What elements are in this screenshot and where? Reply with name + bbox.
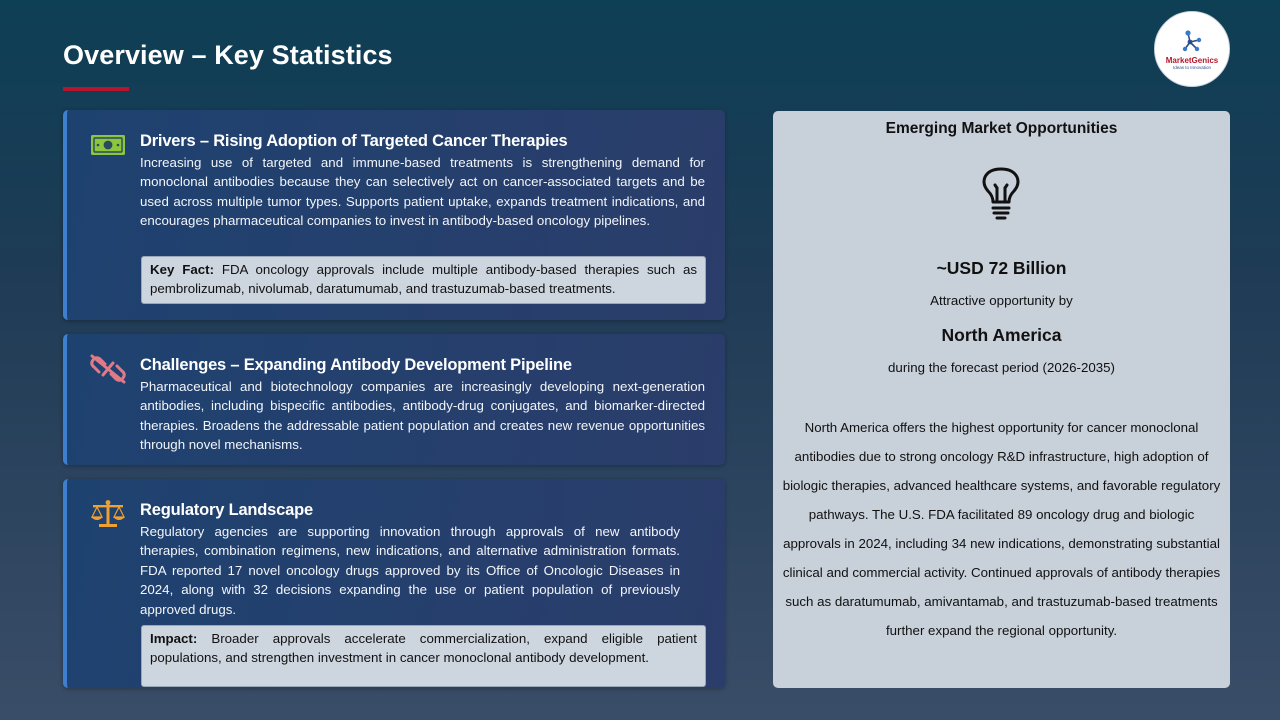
region-description: North America offers the highest opportunity for cancer monoclonal antibodies due to strong oncology R&D infrastructure, high adoption of biologic therapies, advanced healthcare systems, and favorable regulatory pathways. The U.S. FDA facilitated 89 oncology drug and biologic approvals in 2024, including 34 new indications, demonstrating substantial clinical and commercial activity. Continued approvals of antibody therapies such as daratumumab, amivantamab, and trastuzumab-based treatments further expand the regional opportunity.: [782, 420, 1221, 638]
opportunity-amount: ~USD 72 Billion: [936, 258, 1067, 278]
impact-label: Impact:: [150, 631, 198, 646]
money-icon: [89, 130, 127, 160]
impact-box: [141, 625, 706, 687]
drivers-body: Increasing use of targeted and immune-based treatments is strengthening demand for monoclonal antibodies because they can selectively act on cancer-associated targets and be used across multiple tumor types. Supports patient uptake, expands treatment indications, and encourages pharmaceutical companies to invest in antibody-based oncology pipelines.: [140, 155, 705, 229]
logo-tagline: Ideas to Innovation: [1172, 64, 1212, 70]
broken-link-icon: [89, 354, 127, 384]
impact-text: Broader approvals accelerate commercialization, expand eligible patient populations, and strengthen investment in cancer monoclonal antibody development.: [150, 631, 697, 665]
page-title: Overview – Key Statistics: [63, 40, 393, 70]
key-fact-text: FDA oncology approvals include multiple antibody-based therapies such as pembrolizumab, nivolumab, daratumumab, and trastuzumab-based treatments.: [150, 262, 697, 296]
challenges-card: [63, 334, 725, 465]
panel-title: Emerging Market Opportunities: [885, 120, 1118, 137]
challenges-body: Pharmaceutical and biotechnology companies are increasingly developing next-generation antibodies, including bispecific antibodies, antibody-drug conjugates, and biomarker-directed therapies. Broadens the addressable patient population and creates new revenue opportunities through novel mechanisms.: [140, 379, 705, 453]
regulatory-body: Regulatory agencies are supporting innovation through approvals of new antibody therapies, combination regimens, new indications, and alternative administration formats. FDA reported 17 novel oncology drugs approved by its Office of Oncologic Diseases in 2024, along with 32 decisions expanding the use or patient population of previously approved drugs.: [140, 524, 680, 617]
challenges-title: Challenges – Expanding Antibody Development Pipeline: [140, 356, 572, 374]
opportunity-label: Attractive opportunity by: [930, 293, 1073, 308]
logo-name: MarketGenics: [1165, 55, 1219, 65]
molecule-logo-icon: [1179, 28, 1205, 54]
company-logo: [1154, 11, 1230, 87]
lightbulb-icon: [978, 166, 1024, 222]
regulatory-title: Regulatory Landscape: [140, 501, 313, 519]
key-fact-box: [141, 256, 706, 304]
forecast-period: during the forecast period (2026-2035): [888, 360, 1115, 375]
key-fact-label: Key Fact:: [150, 262, 214, 277]
drivers-card: [63, 110, 725, 320]
emerging-opportunities-panel: [773, 111, 1230, 688]
regulatory-card: [63, 479, 725, 688]
scales-icon: [89, 499, 127, 529]
title-underline: [63, 87, 129, 91]
drivers-title: Drivers – Rising Adoption of Targeted Cancer Therapies: [140, 132, 568, 150]
opportunity-region: North America: [941, 325, 1062, 345]
